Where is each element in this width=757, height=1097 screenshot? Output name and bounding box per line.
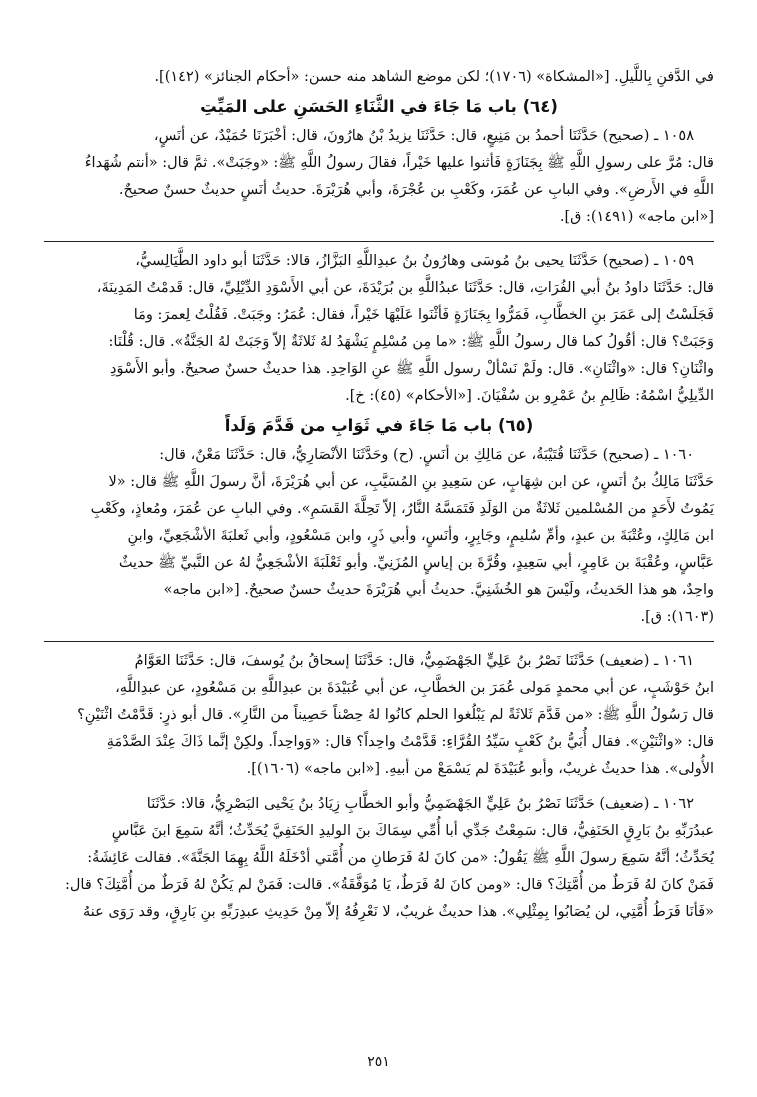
hadith-1062 xyxy=(44,791,714,926)
hadith-1058 xyxy=(44,123,714,231)
hadith-line: واحِدٌ، هو هذا الحَديثُ، ولَيْسَ هو الخُشَنِيَّ. حديثُ أبي هُرَيْرَةَ حديثٌ حسنٌ صحيحٌ. [«ابن ماجه» xyxy=(163,582,714,598)
hadith-line: قال رَسُولُ اللَّهِ ﷺ: «من قَدَّمَ ثَلاثَةً لم يَبْلُغوا الحلم كانُوا لهُ حِصْناً حَصِيناً من النَّارِ». قال أبو ذرٍ: قَدَّمْتُ اثْنَيْنِ؟ xyxy=(77,707,714,723)
page-number: ٢٥١ xyxy=(367,1054,390,1070)
hadith-line: ابن مَالِكٍ، وعُتْبَةَ بن عبدٍ، وأمِّ سُليمٍ، وجَابِرٍ، وأنَسٍ، وأبي ذَرٍ، وابن مَسْعُودٍ، وأبي ثَعلبَةَ الأشْجَعِيِّ، وابنِ xyxy=(127,528,714,544)
hadith-line: قال: حَدَّثَنَا داودُ بنُ أبي الفُرَاتِ، قال: حَدَّثَنَا عبدُاللَّهِ بن بُرَيْدَةَ، عن أبي الأَسْوَدِ الدِّيْلِيِّ، قال: قَدمْتُ المَدِينَةَ، xyxy=(96,280,714,296)
hadith-line: الدِّيلِيُّ اسْمُهُ: ظَالِمِ بنُ عَمْرِو بن سُفْيَانَ. [«الأحكام» (٤٥): خ]. xyxy=(345,388,714,404)
hadith-line: ١٠٦٢ ـ (ضعيف) حَدَّثَنَا نَصْرُ بنُ عَلِيٍّ الجَهْضَمِيُّ وأبو الخطَّابِ زِيَادُ بنُ يَحْيى البَصْرِيُّ، قالا: حَدَّثَنَا xyxy=(146,796,694,812)
hadith-line: وَجَبَتْ؟ قال: أقُولُ كما قال رسولُ اللَّهِ ﷺ: «ما مِن مُسْلِمٍ يَشْهَدُ لهُ ثَلاثَةٌ إلاّ وَجَبَتْ لهُ الجَنَّةُ». قال: قُلْنَا: xyxy=(108,334,714,350)
hadith-line: واثْنَانِ؟ قال: «واثْنَانِ». قال: ولَمْ نَسْألْ رسول اللَّهِ ﷺ عنِ الوَاحِدِ. هذا حديثٌ حسنٌ صحيحٌ. وأبو الأَسْوَدِ xyxy=(110,361,714,377)
separator-rule xyxy=(44,241,714,242)
hadith-line: فَجَلَسْتُ إلى عَمَرَ بنِ الخطَّابِ، فَمَرُّوا بِجَنَازَةٍ فَأثْنَوا عَلَيْهَا خَيْراً، فقال: عُمَرُ: وجَبَتْ. فَقُلْتُ لِعمرَ: ومَا xyxy=(133,307,714,323)
hadith-line: اللَّهِ في الأَرضِ». وفي البابِ عن عُمَرَ، وكَعْبِ بن عُجْرَةَ، وأبي هُرَيْرَةَ. حديثُ أنَسٍ حديثٌ حسنٌ صحيحٌ. xyxy=(118,182,714,198)
hadith-line: ١٠٦١ ـ (ضعيف) حَدَّثَنَا نَصْرُ بنُ عَلِيٍّ الجَهْضَمِيُّ، قال: حَدَّثَنَا إسحاقُ بنُ يُوسفَ، قال: حَدَّثَنَا العَوَّامُ xyxy=(134,653,694,669)
hadith-1061 xyxy=(44,648,714,783)
hadith-1059 xyxy=(44,248,714,410)
hadith-line: عَبَّاسٍ، وعُقْبَةَ بن عَامِرٍ، أبي سَعِيدٍ، وقُرَّةَ بن إياسٍ المُزَنِيِّ. وأبو ثَعْلَبَةَ الأشْجَعِيُّ لهُ عن النَّبيِّ ﷺ حديثٌ xyxy=(118,555,714,571)
hadith-1060 xyxy=(44,442,714,631)
hadith-line: يُحَدِّثُ؛ أنَّهُ سَمِعَ رسولَ اللَّهِ ﷺ يَقُولُ: «من كانَ لهُ فَرَطانِ من أُمَّتي أدْخَلَهُ اللَّهُ بِهِمَا الجَنَّةَ». فقالت عَائِشَةُ: xyxy=(87,850,714,866)
hadith-line: ابنُ حَوْشَبٍ، عن أبي محمدٍ مَولى عُمَرَ بن الخطَّابِ، عن أبي عُبَيْدَةَ بن عبدِاللَّهِ بن مَسْعُودٍ، عن عبدِاللَّهِ، xyxy=(115,680,714,696)
chapter-65-title: (٦٥) باب مَا جَاءَ في ثَوَابِ من قَدَّمَ وَلَداً xyxy=(224,416,534,435)
hadith-line: الأُولى». هذا حديثٌ غريبٌ، وأبو عُبَيْدَةَ لم يَسْمَعْ من أبيهِ. [«ابن ماجه» (١٦٠٦)]. xyxy=(246,761,714,777)
hadith-line: (١٦٠٣): ق]. xyxy=(640,609,714,625)
hadith-line: «فَأنَا فَرَطُ أُمَّتِي، لن يُصَابُوا بِمِثْلِي». هذا حديثٌ غريبٌ، لا نَعْرِفُهُ إلاّ مِنْ حَدِيثِ عبدِرَبِّهِ بنِ بَارِقٍ، وقد رَوَى عنهُ xyxy=(83,904,714,920)
hadith-line: عبدُرَبِّهِ بنُ بَارِقٍ الحَنَفِيُّ، قال: سَمِعْتُ جَدِّي أبا أُمِّي سِمَاكَ بنَ الوليدِ الحَنَفِيَّ يُحَدِّثُ؛ أنَّهُ سَمِعَ ابنَ عَبَّاسٍ xyxy=(111,823,714,839)
separator-rule xyxy=(44,641,714,642)
hadith-line: يَمُوتُ لأَحَدٍ من المُسْلمين ثَلاثَةٌ من الوَلَدِ فَتَمَسَّهُ النَّارُ، إلاّ تَحِلَّةَ القَسَمِ». وفي البابِ عن عُمَرَ، ومُعاذٍ، وكَعْبِ xyxy=(90,501,714,517)
hadith-line: فَمَنْ كانَ لهُ فَرَطٌ من أُمَّتِكَ؟ قال: «ومن كانَ لهُ فَرَطٌ، يَا مُوَفَّقَةُ». قالت: فَمَنْ لم يَكُنْ لهُ فَرَطٌ من أُمَّتِكَ؟ قال: xyxy=(65,877,714,893)
page-body xyxy=(44,64,714,926)
hadith-line: [«ابن ماجه» (١٤٩١): ق]. xyxy=(559,209,714,225)
chapter-64-title: (٦٤) باب مَا جَاءَ في الثَّنَاءِ الحَسَنِ على المَيِّتِ xyxy=(200,97,558,116)
hadith-line: قال: «واثْنَيْنِ». فقال أُبَيُّ بنُ كَعْبٍ سَيِّدُ القُرَّاءِ: قَدَّمْتُ واحِداً؟ قال: «وَواحِداً. ولكِنْ إنَّما ذَاكَ عِنْدَ الصَّدْمَةِ xyxy=(106,734,714,750)
hadith-line: ١٠٥٨ ـ (صحيح) حَدَّثَنَا أحمدُ بن مَنِيعٍ، قال: حَدَّثَنَا يزيدُ بْنُ هارُونَ، قال: أخْبَرَنَا حُمَيْدٌ، عن أنَسٍ، xyxy=(153,128,694,144)
hadith-line: ١٠٥٩ ـ (صحيح) حَدَّثَنَا يحيى بنُ مُوسَى وهارُونُ بنُ عبدِاللَّهِ البَزَّازُ، قالا: حَدَّثَنَا أبو داود الطَّيَالِسيُّ، xyxy=(135,253,694,269)
hadith-line: ١٠٦٠ ـ (صحيح) حَدَّثَنَا قُتَيْبَةُ، عن مَالِكِ بن أنَسٍ. (ح) وحَدَّثَنَا الأنْصَارِيُّ، قال: حَدَّثَنَا مَعْنٌ، قال: xyxy=(159,447,694,463)
spacer xyxy=(44,783,714,791)
hadith-line: قال: مُرَّ على رسولِ اللَّهِ ﷺ بِجَنَازَةٍ فَأثنوا عليها خَيْراً، فقالَ رسولُ اللَّهِ ﷺ: «وجَبَتْ». ثمَّ قال: «أنتم شُهَداءُ xyxy=(84,155,714,171)
hadith-line: حَدَّثَنَا مَالِكُ بنُ أنَسٍ، عن ابن شِهَابٍ، عن سَعِيدِ بنِ المُسَيَّبِ، عن أبي هُرَيْرَةَ، أنَّ رسولَ اللَّهِ ﷺ قال: «لا xyxy=(108,474,714,490)
intro-line: في الدَّفنِ بِاللَّيلِ. [«المشكاة» (١٧٠٦)؛ لكن موضع الشاهد منه حسن: «أحكام الجنائز» (١٤٢)]. xyxy=(154,69,714,85)
